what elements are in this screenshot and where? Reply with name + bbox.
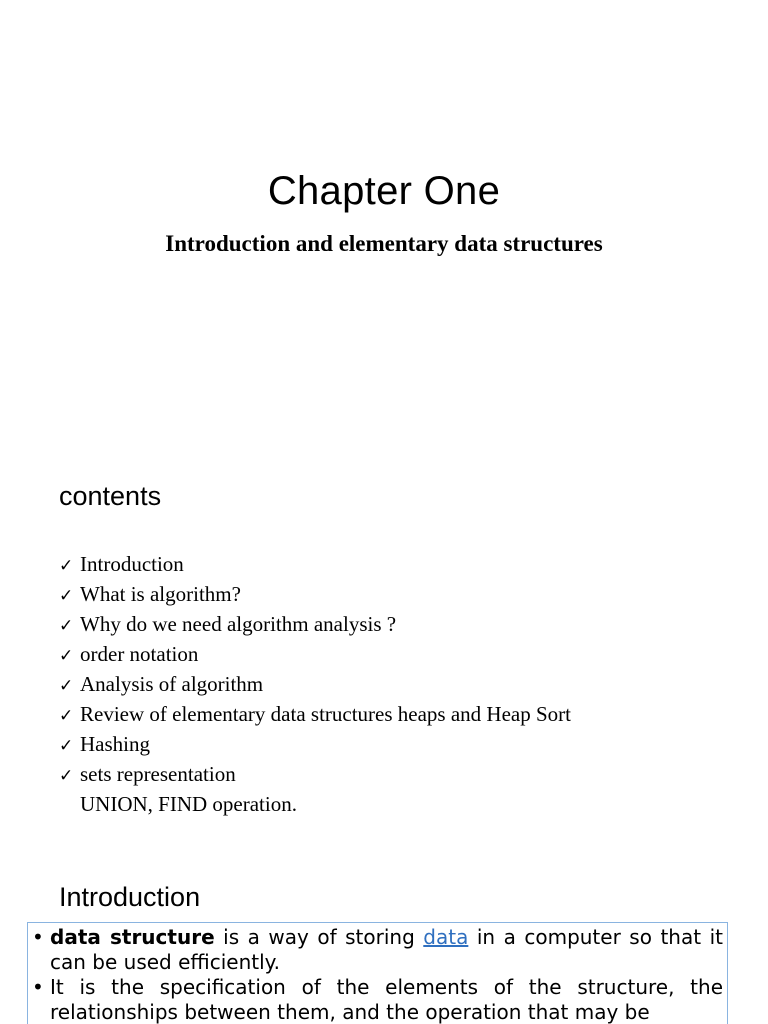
bullet-item: [32, 925, 723, 975]
list-item-label: Analysis of algorithm: [80, 672, 264, 696]
list-item: [59, 670, 571, 700]
bullet-icon: •: [32, 925, 44, 949]
data-link[interactable]: data: [423, 925, 469, 949]
list-item-label: Introduction: [80, 552, 184, 576]
chapter-subtitle: Introduction and elementary data structures: [165, 231, 603, 256]
list-item-label: Why do we need algorithm analysis ?: [80, 612, 397, 636]
bullet-text: It is the specification of the elements of the structure, the relationships between them, and the operation that may be: [50, 975, 723, 1024]
introduction-text-box: [27, 922, 728, 1024]
list-item-label: order notation: [80, 642, 199, 666]
checkmark-icon: ✓: [59, 766, 74, 786]
checkmark-icon: ✓: [59, 706, 74, 726]
list-item: [59, 550, 571, 580]
checkmark-icon: ✓: [59, 616, 74, 636]
list-item-label: sets representation: [80, 762, 236, 786]
chapter-title: Chapter One: [267, 169, 501, 213]
text-segment: is a way of storing: [214, 925, 424, 949]
list-item: [59, 640, 571, 670]
list-item: [59, 760, 571, 790]
contents-heading: contents: [59, 481, 162, 511]
bullet-text: [50, 925, 723, 975]
checkmark-icon: ✓: [59, 736, 74, 756]
checkmark-icon: ✓: [59, 586, 74, 606]
list-item: [59, 700, 571, 730]
checkmark-icon: ✓: [59, 676, 74, 696]
introduction-heading: Introduction: [59, 882, 201, 912]
bullet-item: [32, 975, 723, 1024]
list-item: [59, 610, 571, 640]
list-item-label: Review of elementary data structures heaps and Heap Sort: [80, 702, 571, 726]
list-item-continuation: [59, 790, 571, 818]
checkmark-icon: ✓: [59, 556, 74, 576]
list-item: [59, 580, 571, 610]
bullet-icon: •: [32, 975, 44, 999]
list-item-label: UNION, FIND operation.: [80, 792, 297, 816]
contents-list: [59, 550, 571, 818]
list-item: [59, 730, 571, 760]
checkmark-icon: ✓: [59, 646, 74, 666]
list-item-label: Hashing: [80, 732, 150, 756]
bold-term: data structure: [50, 925, 215, 949]
list-item-label: What is algorithm?: [80, 582, 241, 606]
text-segment: in a computer so that it can be used efficiently.: [50, 925, 723, 974]
